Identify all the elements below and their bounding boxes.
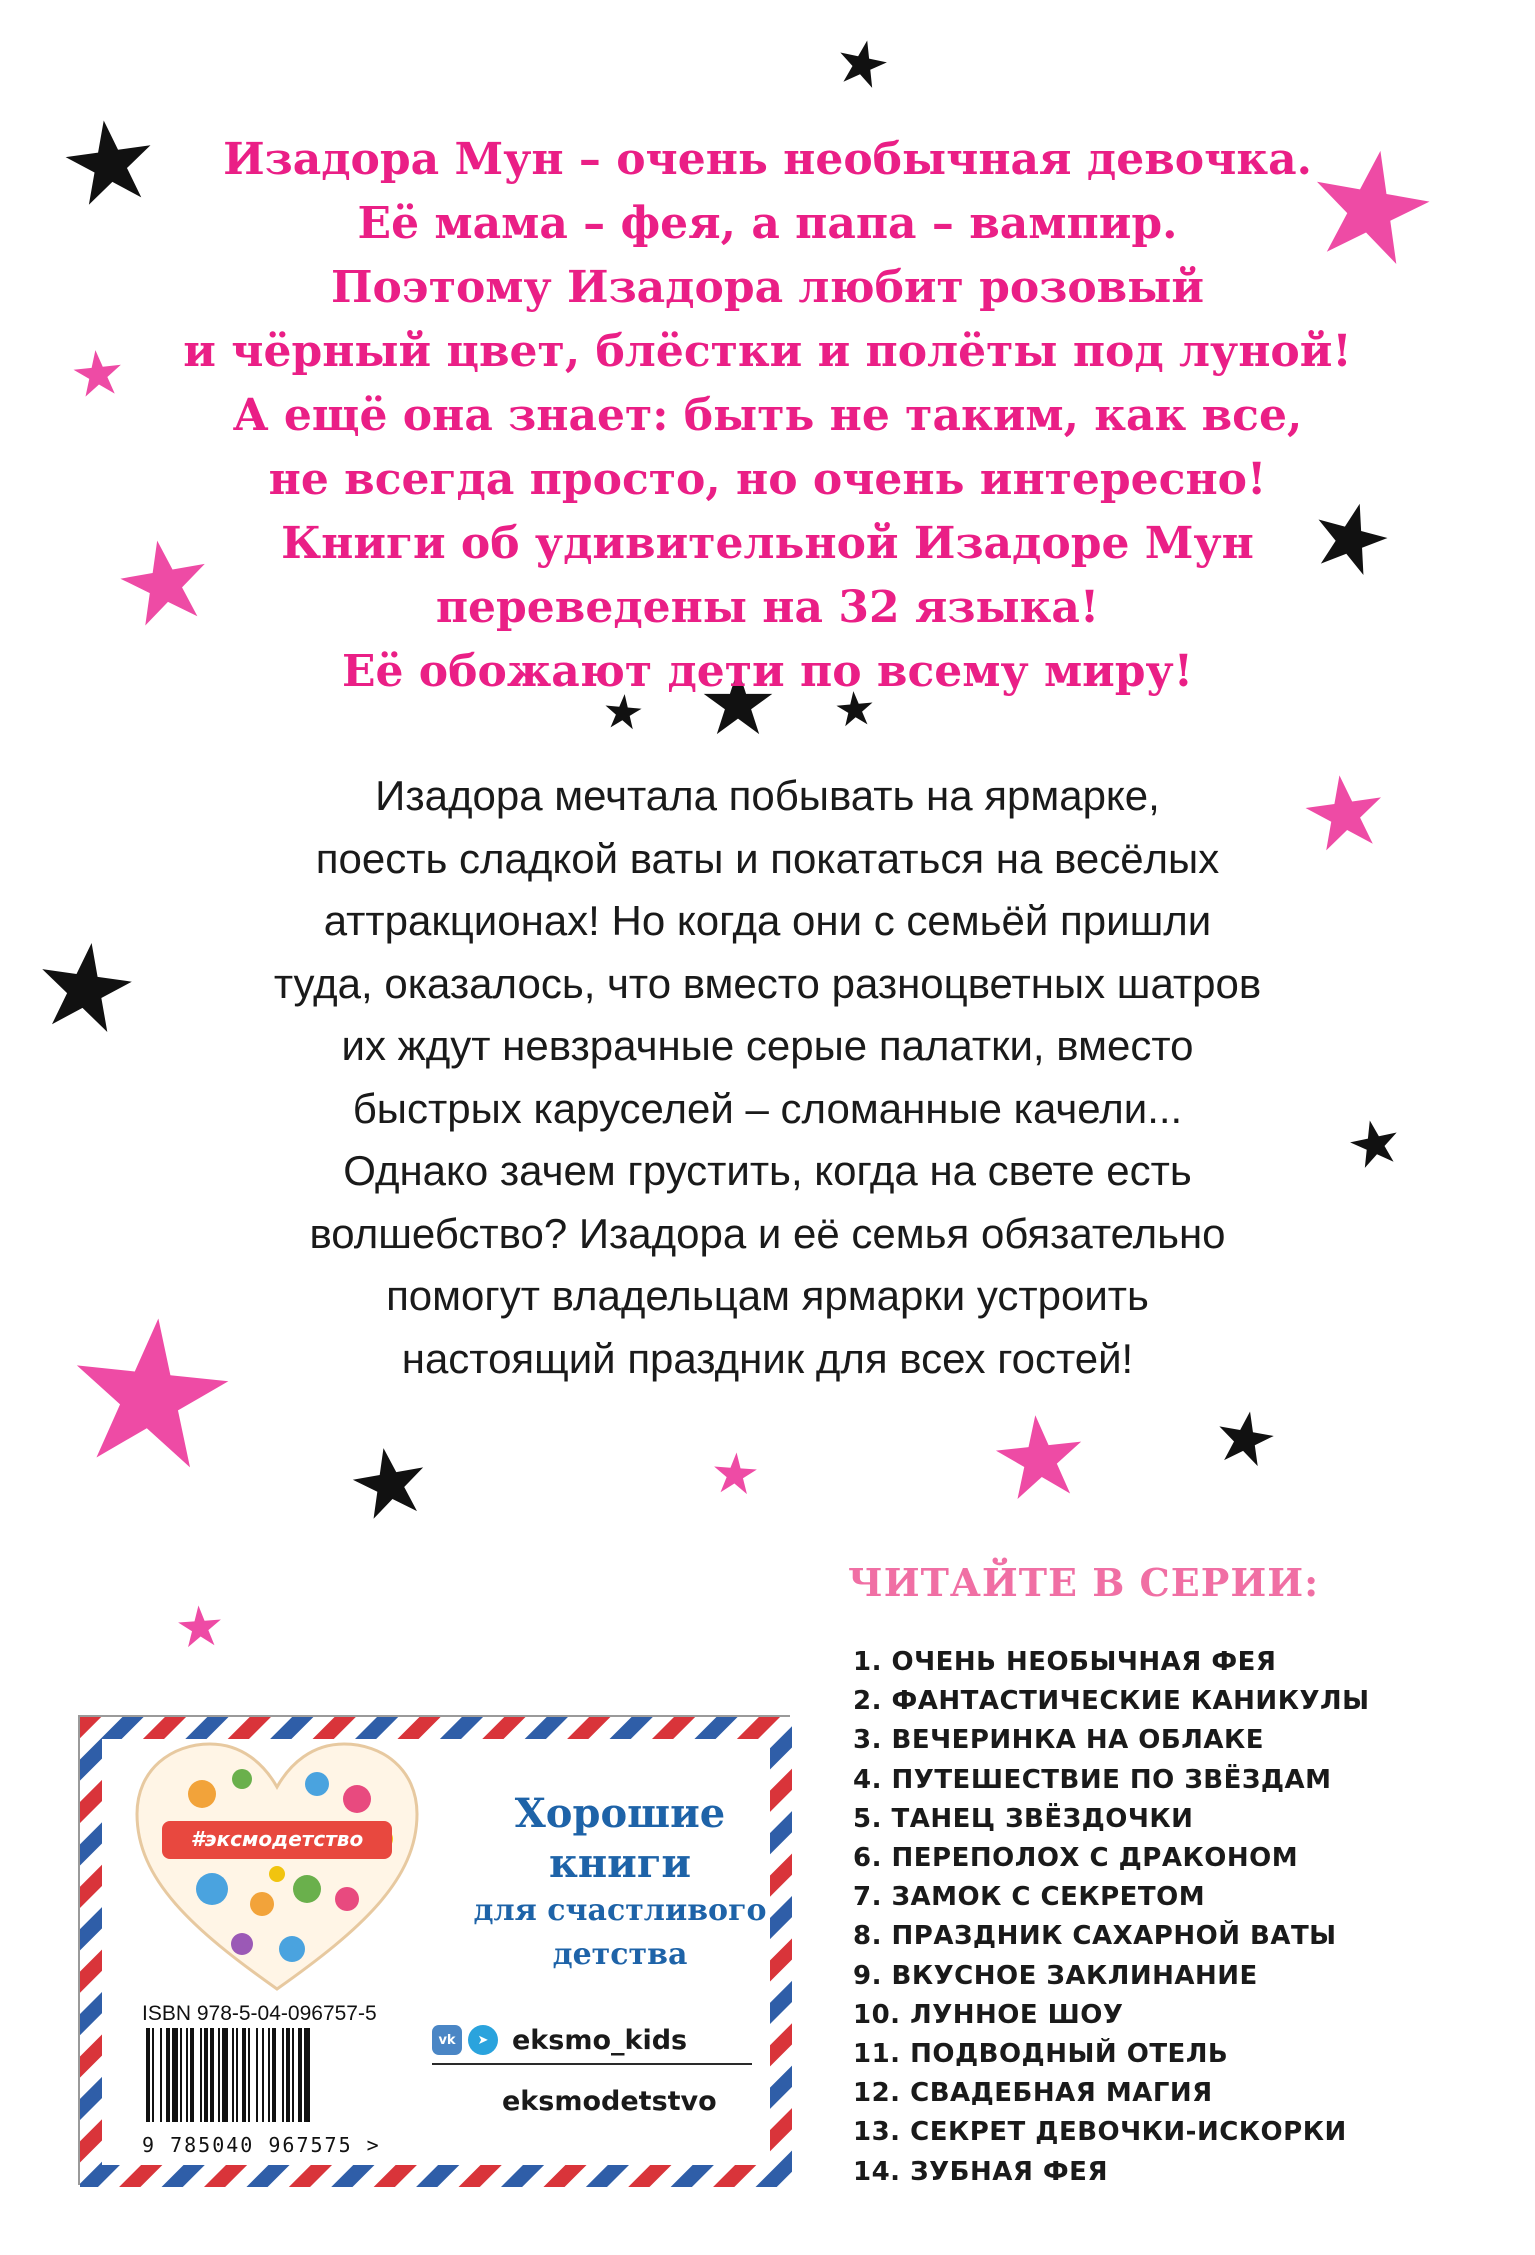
intro-line: Её мама – фея, а папа – вампир. <box>357 198 1178 249</box>
heart-decor-dot <box>305 1772 329 1796</box>
barcode-bar <box>268 2028 270 2122</box>
intro-line: А ещё она знает: быть не таким, как все, <box>232 390 1303 441</box>
description-line: волшебство? Изадора и её семья обязательно <box>309 1209 1226 1257</box>
vk-icon[interactable]: vk <box>432 2025 462 2055</box>
heart-decor-dot <box>293 1875 321 1903</box>
barcode-bar <box>236 2028 238 2122</box>
series-item: 11. ПОДВОДНЫЙ ОТЕЛЬ <box>853 2039 1229 2070</box>
site-row <box>432 2065 752 2117</box>
heart-decor-dot <box>269 1866 285 1882</box>
hashtag-text: #эксмодетство <box>190 1827 364 1851</box>
barcode-bar <box>298 2028 302 2122</box>
barcode-bar <box>186 2028 188 2122</box>
heart-decor-dot <box>250 1892 274 1916</box>
heart-decor-dot <box>335 1887 359 1911</box>
barcode-bar <box>146 2028 150 2122</box>
barcode-bar <box>180 2028 182 2122</box>
barcode-bar <box>242 2028 246 2122</box>
series-item: 1. ОЧЕНЬ НЕОБЫЧНАЯ ФЕЯ <box>853 1647 1277 1677</box>
slogan-line: книги <box>548 1840 691 1887</box>
barcode-bar <box>190 2028 194 2122</box>
slogan-line: детства <box>552 1937 688 1972</box>
slogan-line: для счастливого <box>473 1893 767 1928</box>
description-line: Однако зачем грустить, когда на свете есть <box>343 1147 1192 1194</box>
barcode-bar <box>232 2028 234 2122</box>
social-handle[interactable]: eksmo_kids <box>512 2024 688 2056</box>
barcode-bar <box>292 2028 294 2122</box>
star-black-left-2 <box>35 937 137 1035</box>
series-item: 4. ПУТЕШЕСТВИЕ ПО ЗВЁЗДАМ <box>853 1764 1332 1795</box>
intro-pink-text <box>140 128 1395 704</box>
heart-decor-dot <box>231 1933 253 1955</box>
barcode-bar <box>282 2028 284 2122</box>
series-item: 2. ФАНТАСТИЧЕСКИЕ КАНИКУЛЫ <box>853 1686 1370 1717</box>
intro-line: Книги об удивительной Изадоре Мун <box>281 518 1254 569</box>
series-item: 5. ТАНЕЦ ЗВЁЗДОЧКИ <box>853 1803 1194 1834</box>
barcode-digits: 9 785040 967575 > <box>142 2133 381 2157</box>
intro-line: переведены на 32 языка! <box>435 582 1100 633</box>
isbn-number: ISBN 978-5-04-096757-5 <box>142 2002 377 2025</box>
series-title: ЧИТАЙТЕ В СЕРИИ: <box>848 1560 1320 1605</box>
heart-logo <box>132 1739 422 1999</box>
barcode-bar <box>272 2028 276 2122</box>
barcode-bar <box>286 2028 290 2122</box>
series-list <box>853 1643 1370 2192</box>
heart-decor-dot <box>188 1780 216 1808</box>
slogan-line: Хорошие <box>514 1790 726 1837</box>
star-pink-left-small <box>72 348 124 398</box>
barcode-bar <box>248 2028 250 2122</box>
heart-decor-dot <box>279 1936 305 1962</box>
barcode-bar <box>160 2028 162 2122</box>
barcode-bar <box>218 2028 220 2122</box>
description-line: быстрых каруселей – сломанные качели... <box>352 1084 1183 1132</box>
barcode-bar <box>262 2028 264 2122</box>
social-links <box>432 2017 752 2117</box>
barcode-bars <box>142 2026 412 2126</box>
description-line: аттракционах! Но когда они с семьёй пришли <box>323 897 1212 944</box>
intro-line: не всегда просто, но очень интересно! <box>268 454 1267 505</box>
barcode-bar <box>172 2028 178 2122</box>
description-line: туда, оказалось, что вместо разноцветных шатров <box>273 959 1262 1007</box>
series-item: 7. ЗАМОК С СЕКРЕТОМ <box>853 1882 1206 1913</box>
series-item: 12. СВАДЕБНАЯ МАГИЯ <box>853 2078 1213 2109</box>
star-black-top <box>835 36 891 90</box>
publisher-card <box>78 1715 790 2185</box>
series-item: 8. ПРАЗДНИК САХАРНОЙ ВАТЫ <box>853 1921 1337 1952</box>
isbn-barcode <box>142 2002 412 2162</box>
heart-decor-dot <box>196 1873 228 1905</box>
series-item: 10. ЛУННОЕ ШОУ <box>853 1999 1124 2030</box>
barcode-bar <box>222 2028 228 2122</box>
intro-line: Её обожают дети по всему миру! <box>341 646 1194 697</box>
intro-line: и чёрный цвет, блёстки и полёты под луной! <box>183 326 1352 377</box>
description-line: настоящий праздник для всех гостей! <box>401 1334 1134 1382</box>
social-row <box>432 2017 752 2065</box>
star-black-right-low <box>1214 1407 1277 1468</box>
barcode-bar <box>256 2028 258 2122</box>
description-line: поесть сладкой ваты и покататься на весёлых <box>315 834 1220 882</box>
barcode-bar <box>204 2028 208 2122</box>
site-name[interactable]: eksmodetstvo <box>502 2086 717 2117</box>
star-black-mid-low <box>348 1442 430 1521</box>
description-line: Изадора мечтала побывать на ярмарке, <box>375 772 1160 819</box>
book-description <box>150 765 1385 1390</box>
series-item: 13. СЕКРЕТ ДЕВОЧКИ-ИСКОРКИ <box>853 2117 1347 2148</box>
intro-line: Поэтому Изадора любит розовый <box>331 262 1204 313</box>
intro-line: Изадора Мун – очень необычная девочка. <box>223 134 1312 185</box>
heart-decor-dot <box>232 1769 252 1789</box>
series-item: 14. ЗУБНАЯ ФЕЯ <box>853 2156 1108 2187</box>
barcode-bar <box>152 2028 154 2122</box>
star-pink-left-low <box>177 1604 223 1648</box>
series-item: 3. ВЕЧЕРИНКА НА ОБЛАКЕ <box>853 1725 1264 1756</box>
description-line: помогут владельцам ярмарки устроить <box>386 1272 1149 1319</box>
star-pink-mid-small <box>712 1451 758 1495</box>
description-line: их ждут невзрачные серые палатки, вместо <box>341 1022 1194 1069</box>
hashtag-banner <box>162 1821 392 1859</box>
series-item: 9. ВКУСНОЕ ЗАКЛИНАНИЕ <box>853 1960 1258 1991</box>
series-item: 6. ПЕРЕПОЛОХ С ДРАКОНОМ <box>853 1843 1299 1874</box>
barcode-bar <box>304 2028 310 2122</box>
barcode-bar <box>166 2028 170 2122</box>
barcode-bar <box>210 2028 214 2122</box>
card-slogan <box>460 1789 780 1977</box>
barcode-bar <box>200 2028 202 2122</box>
telegram-icon[interactable]: ➤ <box>468 2025 498 2055</box>
star-pink-right-low <box>993 1411 1087 1501</box>
heart-decor-dot <box>343 1785 371 1813</box>
